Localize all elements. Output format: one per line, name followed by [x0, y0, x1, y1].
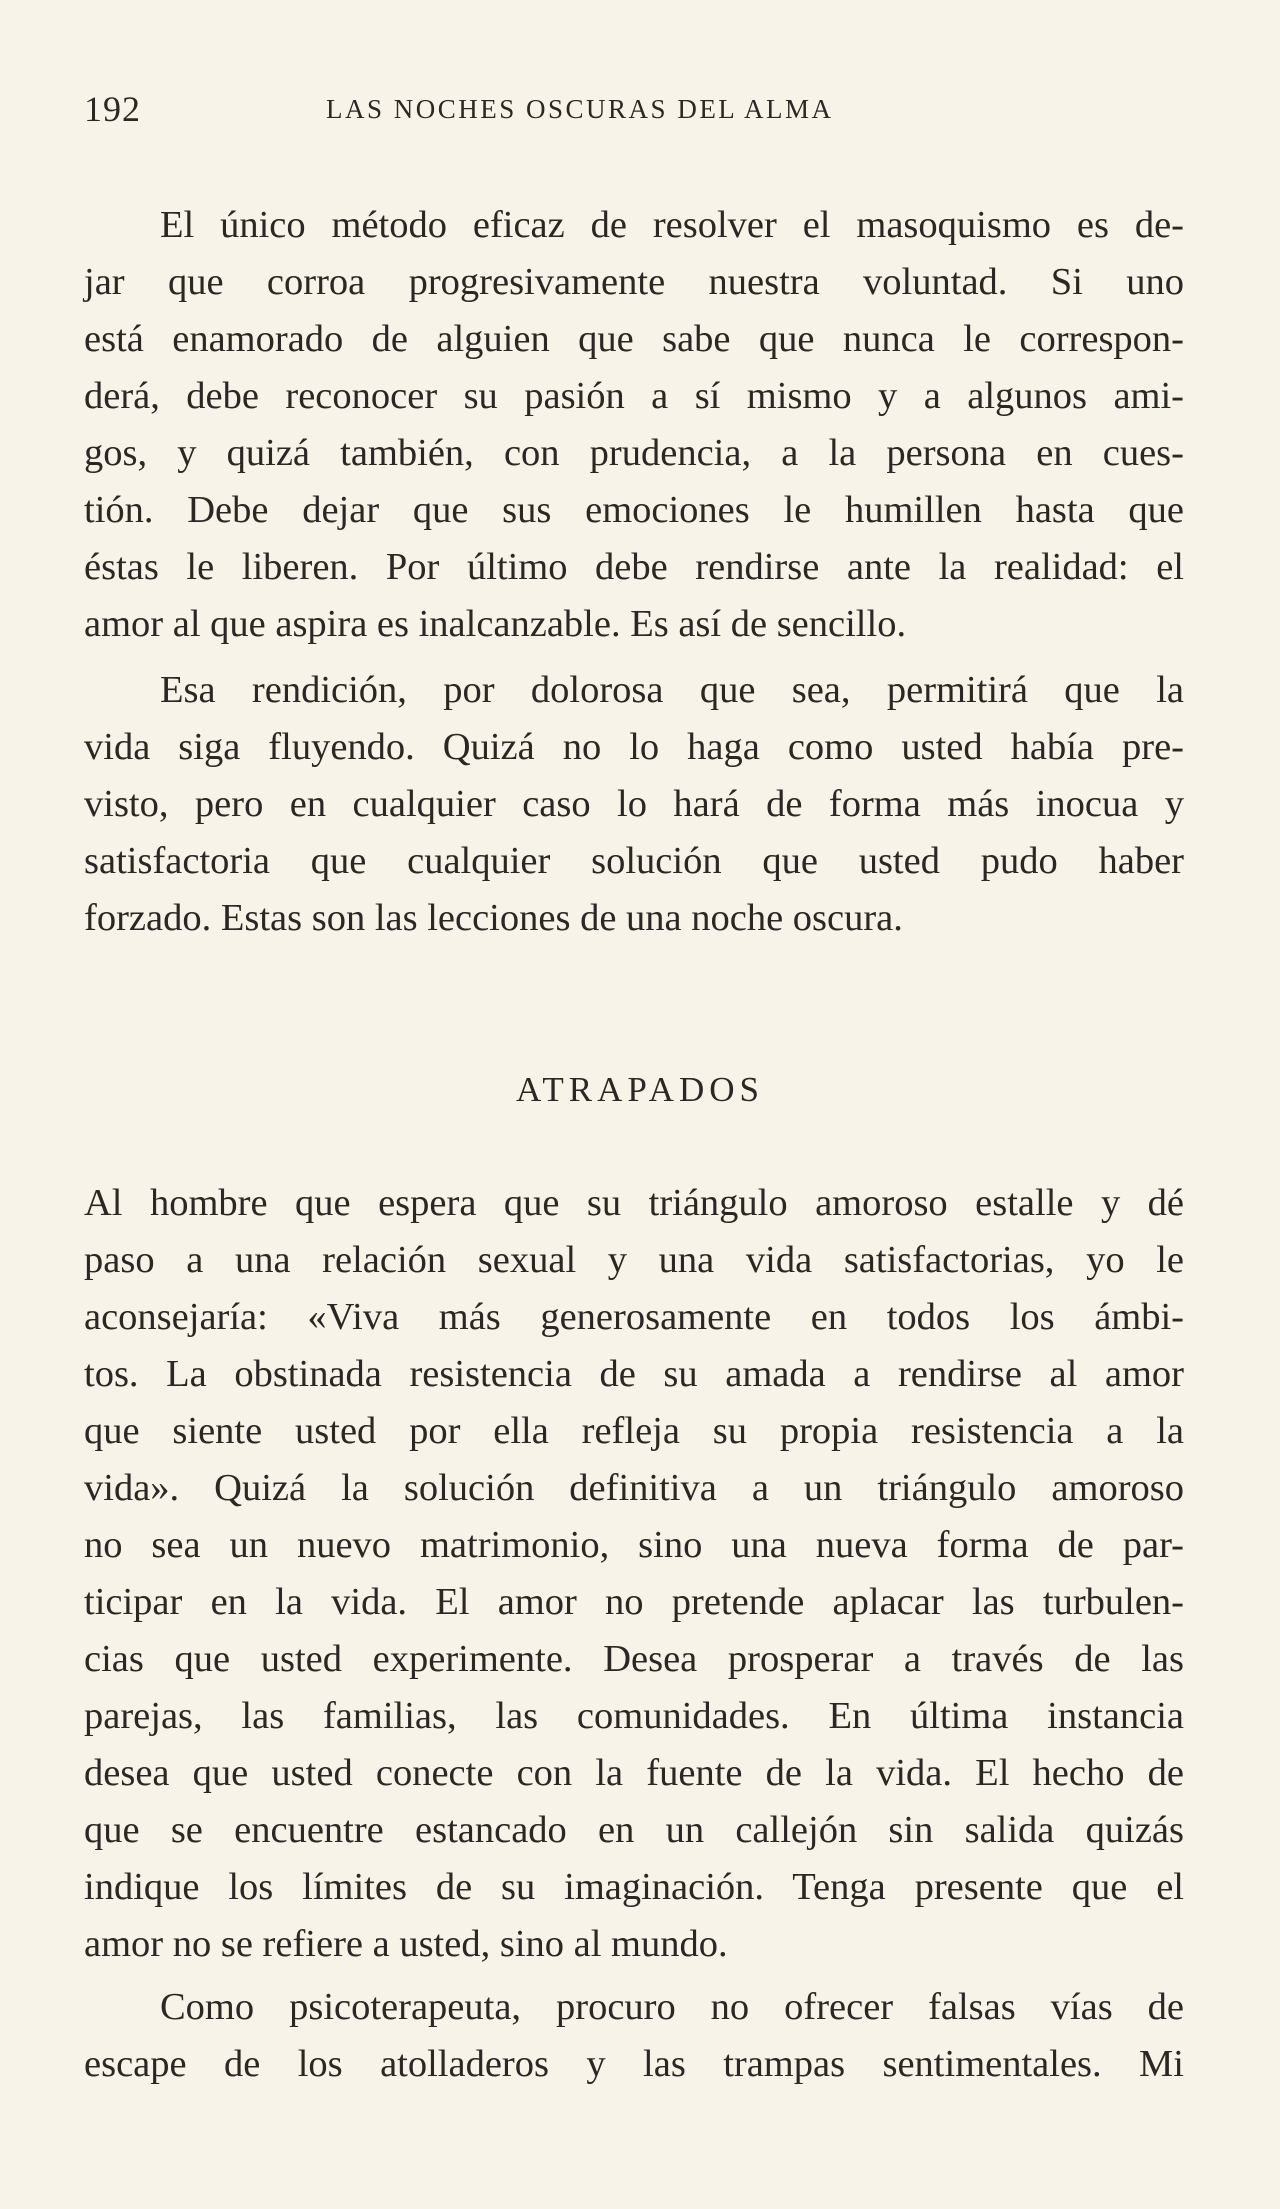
text-line: forzado. Estas son las lecciones de una noche oscura. — [84, 897, 903, 939]
page-number: 192 — [84, 89, 141, 129]
text-line: no sea un nuevo matrimonio, sino una nueva forma de par- — [84, 1524, 1184, 1566]
page-header — [84, 88, 1184, 132]
text-line: cias que usted experimente. Desea prosperar a través de las — [84, 1638, 1184, 1680]
text-line: que siente usted por ella refleja su propia resistencia a la — [84, 1410, 1184, 1452]
text-line: tos. La obstinada resistencia de su amada a rendirse al amor — [84, 1353, 1184, 1395]
text-line: indique los límites de su imaginación. Tenga presente que el — [84, 1866, 1184, 1908]
running-title: LAS NOCHES OSCURAS DEL ALMA — [326, 94, 834, 124]
section-title: ATRAPADOS — [516, 1070, 764, 1109]
text-line: derá, debe reconocer su pasión a sí mismo y a algunos ami- — [84, 375, 1184, 417]
text-line: Esa rendición, por dolorosa que sea, permitirá que la — [160, 669, 1184, 711]
text-line: jar que corroa progresivamente nuestra voluntad. Si uno — [84, 261, 1184, 303]
text-line: desea que usted conecte con la fuente de la vida. El hecho de — [84, 1752, 1184, 1794]
text-line: Como psicoterapeuta, procuro no ofrecer falsas vías de — [160, 1986, 1184, 2028]
text-line: El único método eficaz de resolver el masoquismo es de- — [160, 204, 1184, 246]
text-line: vida». Quizá la solución definitiva a un triángulo amoroso — [84, 1467, 1184, 1509]
text-line: aconsejaría: «Viva más generosamente en todos los ámbi- — [84, 1296, 1184, 1338]
text-line: visto, pero en cualquier caso lo hará de forma más inocua y — [84, 783, 1184, 825]
text-line: éstas le liberen. Por último debe rendirse ante la realidad: el — [84, 546, 1184, 588]
text-line: amor no se refiere a usted, sino al mundo. — [84, 1923, 728, 1965]
text-line: amor al que aspira es inalcanzable. Es así de sencillo. — [84, 603, 907, 645]
text-line: gos, y quizá también, con prudencia, a la persona en cues- — [84, 432, 1184, 474]
text-line: tión. Debe dejar que sus emociones le humillen hasta que — [84, 489, 1184, 531]
text-line: paso a una relación sexual y una vida satisfactorias, yo le — [84, 1239, 1184, 1281]
text-line: Al hombre que espera que su triángulo amoroso estalle y dé — [84, 1182, 1184, 1224]
text-line: que se encuentre estancado en un callejón sin salida quizás — [84, 1809, 1184, 1851]
text-line: vida siga fluyendo. Quizá no lo haga como usted había pre- — [84, 726, 1184, 768]
text-line: satisfactoria que cualquier solución que usted pudo haber — [84, 840, 1184, 882]
text-line: escape de los atolladeros y las trampas sentimentales. Mi — [84, 2043, 1184, 2085]
text-line: ticipar en la vida. El amor no pretende aplacar las turbulen- — [84, 1581, 1184, 1623]
text-line: está enamorado de alguien que sabe que nunca le correspon- — [84, 318, 1184, 360]
text-line: parejas, las familias, las comunidades. En última instancia — [84, 1695, 1184, 1737]
